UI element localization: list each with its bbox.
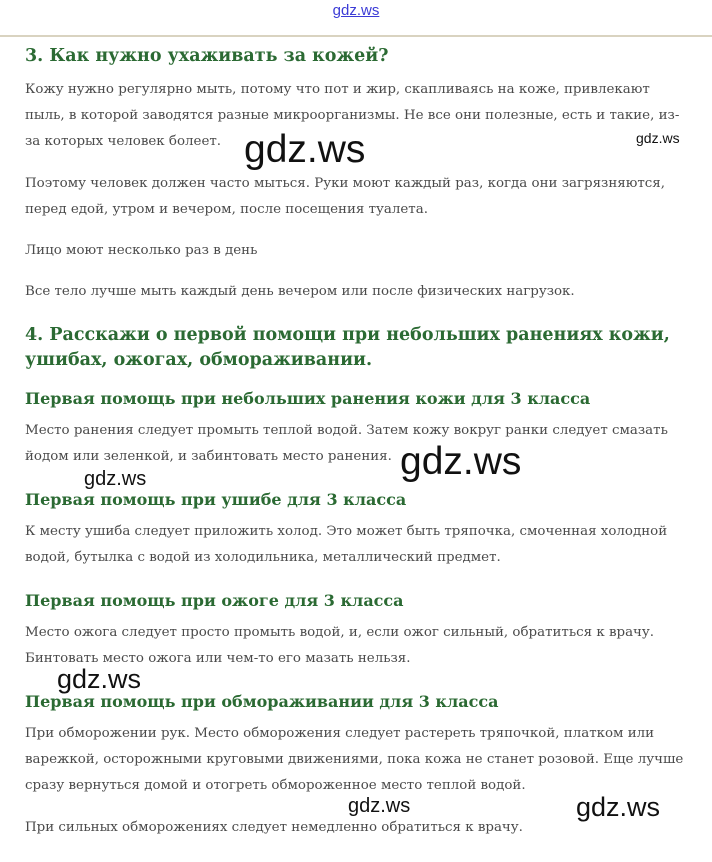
q3-paragraph-4: Все тело лучше мыть каждый день вечером или после физических нагрузок.: [25, 284, 575, 299]
watermark: gdz.ws: [576, 792, 661, 822]
wound-first-aid-heading: Первая помощь при небольших ранения кожи для 3 класса: [25, 389, 591, 408]
watermark: gdz.ws: [636, 130, 680, 146]
burn-first-aid-heading: Первая помощь при ожоге для 3 класса: [25, 591, 404, 610]
watermark: gdz.ws: [244, 128, 366, 171]
watermark: gdz.ws: [400, 440, 522, 483]
site-header: [0, 0, 712, 37]
frostbite-first-aid-text-1: При обморожении рук. Место обморожения следует растереть тряпочкой, платком или варежкой, осторожными круговыми движениями, пока кожа не станет розовой. Еще лучше сразу вернуться домой и отогреть обмороженное место теплой водой.: [25, 726, 684, 793]
question-4-title: 4. Расскажи о первой помощи при небольших ранениях кожи, ушибах, ожогах, обмораживании.: [25, 325, 670, 370]
wound-first-aid-text: Место ранения следует промыть теплой водой. Затем кожу вокруг ранки следует смазать йодом или зеленкой, и забинтовать место ранения.: [25, 423, 668, 464]
q3-paragraph-3: Лицо моют несколько раз в день: [25, 243, 258, 258]
q3-paragraph-1: Кожу нужно регулярно мыть, потому что пот и жир, скапливаясь на коже, привлекают пыль, в которой заводятся разные микроорганизмы. Не все они полезные, есть и такие, из-за которых человек болеет.: [25, 82, 680, 149]
bruise-first-aid-text: К месту ушиба следует приложить холод. Это может быть тряпочка, смоченная холодной водой, бутылка с водой из холодильника, металлический предмет.: [25, 524, 668, 565]
watermark: gdz.ws: [84, 468, 147, 490]
frostbite-first-aid-text-2: При сильных обморожениях следует немедленно обратиться к врачу.: [25, 820, 523, 835]
watermark: gdz.ws: [348, 795, 411, 817]
frostbite-first-aid-heading: Первая помощь при обмораживании для 3 класса: [25, 692, 499, 711]
burn-first-aid-text: Место ожога следует просто промыть водой, и, если ожог сильный, обратиться к врачу. Бинтовать место ожога или чем-то его мазать нельзя.: [25, 625, 655, 666]
bruise-first-aid-heading: Первая помощь при ушибе для 3 класса: [25, 490, 407, 509]
question-3-title: 3. Как нужно ухаживать за кожей?: [25, 46, 389, 66]
q3-paragraph-2: Поэтому человек должен часто мыться. Руки моют каждый раз, когда они загрязняются, перед едой, утром и вечером, после посещения туалета.: [25, 176, 665, 217]
site-link[interactable]: gdz.ws: [332, 2, 380, 19]
watermark: gdz.ws: [57, 664, 142, 694]
